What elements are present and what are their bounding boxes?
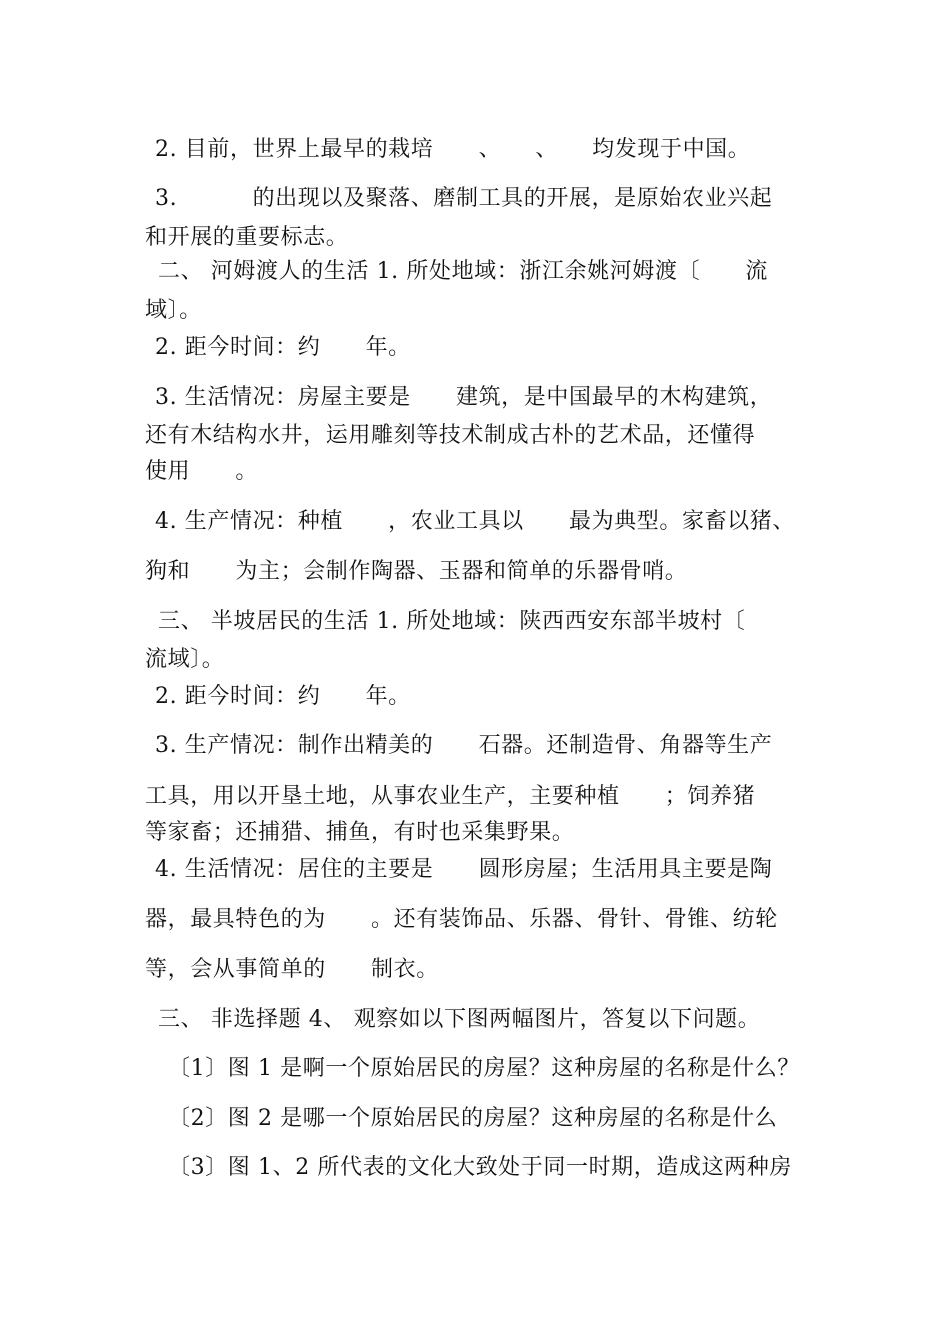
text-line-14: 2. 距今时间：约 年。 <box>155 684 411 709</box>
text-line-9: 使用 。 <box>145 459 259 484</box>
text-line-1: 2. 目前，世界上最早的栽培 、 、 均发现于中国。 <box>155 137 751 162</box>
question-2: 〔2〕图 2 是哪一个原始居民的房屋？这种房屋的名称是什么 <box>168 1106 778 1131</box>
text-line-2: 3. 的出现以及聚落、磨制工具的开展，是原始农业兴起 <box>155 186 773 211</box>
text-line-16: 工具，用以开垦土地，从事农业生产，主要种植 ；饲养猪 <box>145 784 756 809</box>
text-line-11: 狗和 为主；会制作陶器、玉器和简单的乐器骨哨。 <box>145 559 688 584</box>
text-line-7: 3. 生活情况：房屋主要是 建筑，是中国最早的木构建筑， <box>155 385 773 410</box>
section-heading-questions: 三、 非选择题 4、 观察如以下图两幅图片，答复以下问题。 <box>158 1007 761 1032</box>
question-3: 〔3〕图 1、2 所代表的文化大致处于同一时期，造成这两种房 <box>168 1155 792 1180</box>
text-line-3: 和开展的重要标志。 <box>145 225 349 250</box>
text-line-13: 流域〕。 <box>145 647 225 672</box>
text-line-10: 4. 生产情况：种植 ，农业工具以 最为典型。家畜以猪、 <box>155 509 795 534</box>
section-heading-banpo: 三、 半坡居民的生活 1. 所处地域：陕西西安东部半坡村〔 <box>158 609 746 634</box>
question-1: 〔1〕图 1 是啊一个原始居民的房屋？这种房屋的名称是什么？ <box>168 1056 800 1081</box>
text-line-6: 2. 距今时间：约 年。 <box>155 335 411 360</box>
text-line-18: 4. 生活情况：居住的主要是 圆形房屋；生活用具主要是陶 <box>155 857 773 882</box>
text-line-20: 等，会从事简单的 制衣。 <box>145 957 439 982</box>
text-line-15: 3. 生产情况：制作出精美的 石器。还制造骨、角器等生产 <box>155 733 773 758</box>
text-line-5: 域〕。 <box>145 298 202 323</box>
text-line-17: 等家畜；还捕猎、捕鱼，有时也采集野果。 <box>145 820 575 845</box>
text-line-19: 器，最具特色的为 。还有装饰品、乐器、骨针、骨锥、纺轮 <box>145 907 778 932</box>
section-heading-hemudu: 二、 河姆渡人的生活 1. 所处地域：浙江余姚河姆渡〔 流 <box>158 259 768 284</box>
text-line-8: 还有木结构水井，运用雕刻等技术制成古朴的艺术品，还懂得 <box>145 423 756 448</box>
